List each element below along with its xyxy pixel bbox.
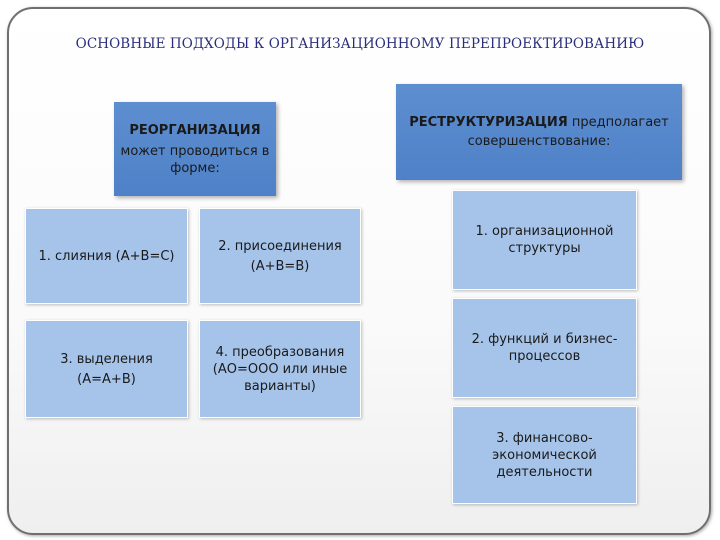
reorganization-heading: РЕОРГАНИЗАЦИЯ	[129, 122, 261, 138]
form-item-line2: (А=А+В)	[77, 371, 136, 387]
form-item-line3: варианты)	[244, 378, 316, 394]
form-item-transformation	[199, 320, 361, 418]
form-item-line1: 1. слияния (А+В=С)	[38, 248, 175, 264]
improvement-item-line2: структуры	[508, 241, 581, 256]
restructuring-text-inline: предполагает	[571, 115, 669, 130]
improvement-item-line1: 2. функций и бизнес-	[471, 332, 618, 347]
improvement-item-line1: 1. организационной	[475, 224, 614, 239]
form-item-separation	[25, 320, 188, 418]
improvement-item-processes	[452, 298, 637, 398]
improvement-item-line3: деятельности	[496, 464, 593, 480]
restructuring-text-line2: совершенствование:	[467, 134, 611, 149]
form-item-line2: (А+В=В)	[250, 258, 310, 274]
improvement-item-line2: экономической	[492, 447, 597, 463]
form-item-accession	[199, 208, 361, 304]
reorganization-text-line2: форме:	[170, 160, 220, 176]
restructuring-line1	[409, 114, 669, 131]
restructuring-heading: РЕСТРУКТУРИЗАЦИЯ	[409, 115, 568, 130]
reorganization-text-line1: может проводиться в	[120, 143, 270, 159]
improvement-item-structure	[452, 190, 637, 290]
form-item-merger	[25, 208, 188, 304]
form-item-line2: (АО=ООО или иные	[212, 361, 348, 377]
form-item-line1: 3. выделения	[60, 351, 153, 367]
form-item-line1: 2. присоединения	[218, 238, 342, 254]
slide-title: ОСНОВНЫЕ ПОДХОДЫ К ОРГАНИЗАЦИОННОМУ ПЕРЕПРОЕКТИРОВАНИЮ	[75, 36, 645, 52]
restructuring-box	[396, 84, 682, 180]
improvement-item-finance	[452, 406, 637, 504]
form-item-line1: 4. преобразования	[215, 344, 345, 360]
improvement-item-line1: 3. финансово-	[496, 430, 593, 446]
improvement-item-line2: процессов	[508, 349, 581, 364]
reorganization-box	[114, 102, 276, 196]
